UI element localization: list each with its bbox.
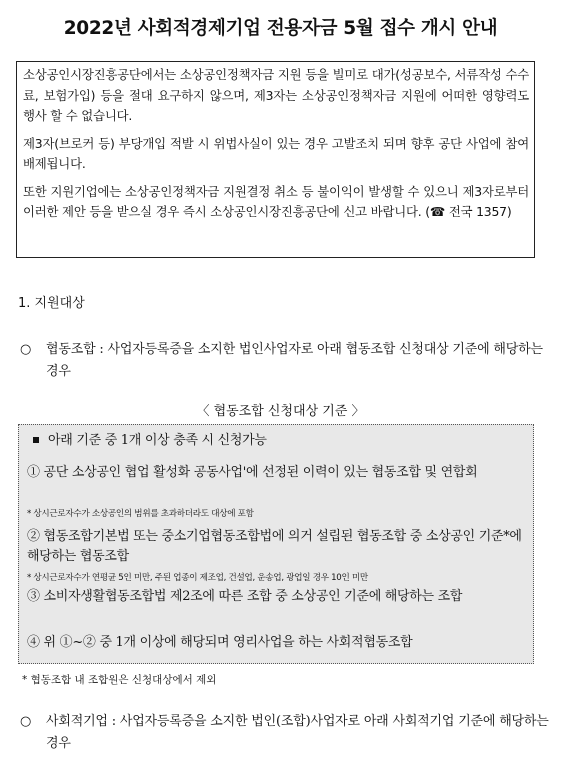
criteria-note-1: * 상시근로자수가 소상공인의 범위를 초과하더라도 대상에 포함: [27, 509, 254, 519]
notice-paragraph-2: 제3자(브로커 등) 부당개입 적발 시 위법사실이 있는 경우 고발조치 되며 향후 공단 사업에 참여 배제됩니다.: [23, 135, 529, 171]
cooperative-criteria-box: [18, 424, 534, 664]
criteria-lead: 아래 기준 중 1개 이상 충족 시 신청가능: [27, 431, 527, 451]
section-heading-support-target: 1. 지원대상: [18, 296, 85, 311]
criteria-item-4: ④ 위 ①~② 중 1개 이상에 해당되며 영리사업을 하는 사회적협동조합: [27, 635, 413, 650]
criteria-item-1: ① 공단 소상공인 협업 활성화 공동사업'에 선정된 이력이 있는 협동조합 및 연합회: [27, 465, 478, 480]
square-bullet-icon: [33, 437, 39, 443]
bullet-cooperative: [20, 339, 550, 383]
bullet-social-enterprise-text: 사회적기업 : 사업자등록증을 소지한 법인(조합)사업자로 아래 사회적기업 기준에 해당하는 경우: [46, 714, 549, 751]
bullet-social-enterprise: [20, 711, 550, 755]
footnote-exclusion: * 협동조합 내 조합원은 신청대상에서 제외: [22, 674, 217, 686]
warning-notice-box: [16, 61, 535, 258]
criteria-item-2: ② 협동조합기본법 또는 중소기업협동조합법에 의거 설립된 협동조합 중 소상공인 기준*에 해당하는 협동조합: [27, 529, 522, 564]
criteria-subheading: 〈 협동조합 신청대상 기준 〉: [196, 404, 365, 419]
circle-bullet-icon: ○: [20, 342, 32, 357]
criteria-item-3: ③ 소비자생활협동조합법 제2조에 따른 조합 중 소상공인 기준에 해당하는 조합: [27, 589, 463, 604]
page-title: 2022년 사회적경제기업 전용자금 5월 접수 개시 안내: [63, 18, 498, 39]
notice-paragraph-3: 또한 지원기업에는 소상공인정책자금 지원결정 취소 등 불이익이 발생할 수 있으니 제3자로부터 이러한 제안 등을 받으실 경우 즉시 소상공인시장진흥공단에 신고 바랍니다. (☎ 전국 1357): [23, 183, 529, 219]
criteria-note-2: * 상시근로자수가 연평균 5인 미만, 주된 업종이 제조업, 건설업, 운송업, 광업일 경우 10인 미만: [27, 573, 368, 583]
bullet-cooperative-text: 협동조합 : 사업자등록증을 소지한 법인사업자로 아래 협동조합 신청대상 기준에 해당하는 경우: [46, 342, 543, 379]
notice-paragraph-1: 소상공인시장진흥공단에서는 소상공인정책자금 지원 등을 빌미로 대가(성공보수, 서류작성 수수료, 보험가입) 등을 절대 요구하지 않으며, 제3자는 소상공인정책자금 지원에 어떠한 영향력도 행사 할 수 없습니다.: [23, 67, 529, 123]
circle-bullet-icon: ○: [20, 714, 32, 729]
